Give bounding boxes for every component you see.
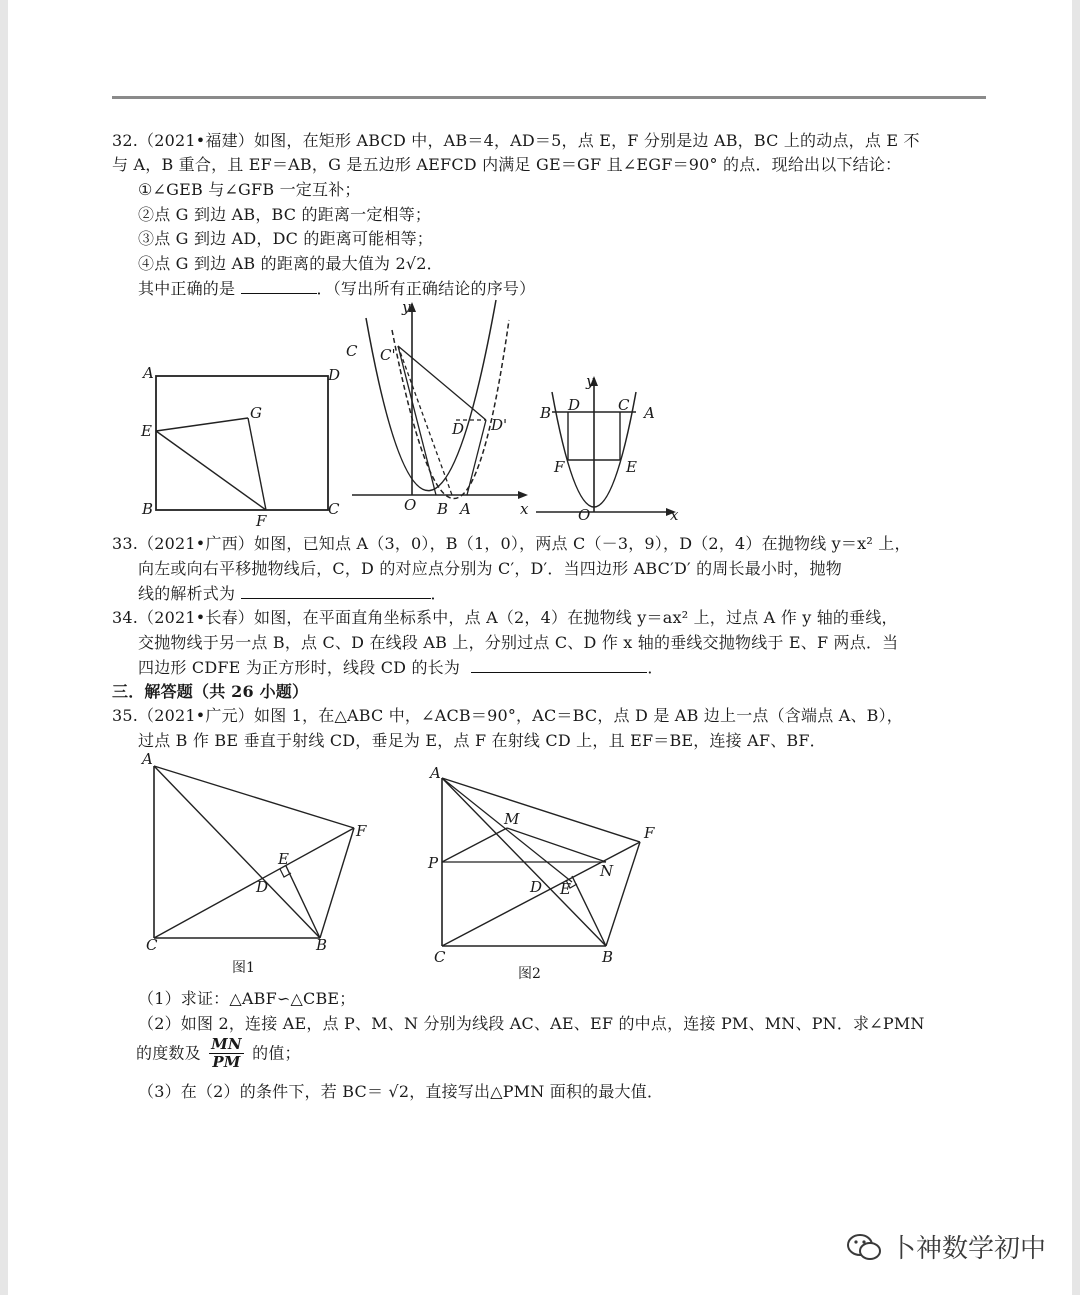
q33-line3-end: ． (430, 584, 447, 603)
q32-answer-blank[interactable] (241, 281, 317, 294)
label-A: A (143, 364, 154, 382)
q34-figure (532, 372, 692, 527)
label-F: F (256, 512, 267, 530)
label-B: B (316, 936, 328, 954)
q35-part2b-pre: 的度数及 (136, 1043, 201, 1063)
q33-line2: 向左或向右平移抛物线后，C，D 的对应点分别为 C′，D′．当四边形 ABC′D′ 的周长最小时，抛物 (138, 559, 842, 578)
q35-figure-2 (420, 766, 670, 986)
figure-2-caption: 图2 (518, 966, 541, 982)
label-C: C (328, 500, 340, 518)
label-G: G (250, 404, 262, 422)
q34-line3-end: ． (647, 658, 664, 677)
label-P: P (428, 854, 439, 872)
label-E: E (626, 458, 637, 476)
label-D: D (328, 366, 341, 384)
label-D: D (530, 878, 543, 896)
watermark-text: 卜神数学初中 (890, 1234, 1047, 1264)
q32-figure (138, 364, 348, 530)
header-rule (112, 96, 986, 99)
q32-conclusion-3: ③点 G 到边 AD，DC 的距离可能相等； (138, 229, 433, 248)
label-D: D (452, 420, 465, 438)
q34-line3-text: 四边形 CDFE 为正方形时，线段 CD 的长为 (138, 658, 461, 677)
q32-question-pre: 其中正确的是 (138, 279, 236, 298)
q35-part3: （3）在（2）的条件下，若 BC＝ √2，直接写出△PMN 面积的最大值． (138, 1082, 664, 1101)
q32-question-post: ．（写出所有正确结论的序号） (316, 279, 536, 298)
label-B: B (540, 404, 552, 422)
q35-part2b (136, 1036, 301, 1071)
label-F: F (356, 822, 367, 840)
mn-over-pm-fraction (209, 1036, 244, 1071)
label-N: N (600, 862, 614, 880)
label-D-prime: D' (491, 416, 508, 434)
section-heading: 三．解答题（共 26 小题） (112, 682, 309, 701)
figure-1-caption: 图1 (232, 960, 255, 976)
label-C: C (618, 396, 630, 414)
fraction-denominator: PM (212, 1053, 241, 1071)
q35-line1: 35.（2021•广元）如图 1，在△ABC 中，∠ACB＝90°，AC＝BC，点 D 是 AB 边上一点（含端点 A、B）， (112, 706, 904, 725)
q34-answer-blank[interactable] (471, 660, 647, 673)
label-B: B (142, 500, 154, 518)
label-x: x (670, 506, 679, 524)
label-E: E (278, 850, 289, 868)
q35-part2: （2）如图 2，连接 AE，点 P、M、N 分别为线段 AC、AE、EF 的中点，连接 PM、MN、PN．求∠PMN (138, 1014, 925, 1033)
watermark (846, 1228, 1046, 1265)
label-D: D (256, 878, 269, 896)
q33-line1: 33.（2021•广西）如图，已知点 A（3，0），B（1，0），两点 C（－3，9），D（2，4）在抛物线 y＝x² 上， (112, 534, 911, 553)
q33-figure (344, 300, 534, 525)
label-F: F (644, 824, 655, 842)
label-E: E (560, 880, 571, 898)
q33-line3-text: 线的解析式为 (138, 584, 236, 603)
q35-figure-1 (134, 752, 384, 980)
q34-line3 (138, 658, 664, 678)
label-x: x (520, 500, 529, 518)
q34-line1: 34.（2021•长春）如图，在平面直角坐标系中，点 A（2，4）在抛物线 y＝ax² 上，过点 A 作 y 轴的垂线， (112, 608, 898, 627)
label-B: B (437, 500, 449, 518)
label-y: y (586, 372, 595, 390)
q35-part1: （1）求证：△ABF∽△CBE； (138, 989, 356, 1008)
fraction-numerator: MN (211, 1035, 242, 1053)
label-M: M (504, 810, 520, 828)
q35-part2b-post: 的值； (252, 1043, 301, 1063)
q32-conclusion-4: ④点 G 到边 AB 的距离的最大值为 2√2． (138, 254, 443, 273)
label-C: C (434, 948, 446, 966)
label-B: B (602, 948, 614, 966)
q33-line3 (138, 584, 447, 604)
label-A: A (430, 764, 441, 782)
label-y: y (402, 298, 411, 316)
wechat-icon (846, 1232, 882, 1262)
label-F: F (554, 458, 565, 476)
label-O: O (404, 496, 417, 514)
q32-question (138, 279, 535, 299)
q32-line2: 与 A，B 重合，且 EF＝AB，G 是五边形 AEFCD 内满足 GE＝GF 且∠EGF＝90° 的点．现给出以下结论： (112, 155, 902, 174)
label-A: A (142, 750, 153, 768)
q32-conclusion-1: ①∠GEB 与∠GFB 一定互补； (138, 180, 361, 199)
label-C-prime: C' (380, 346, 396, 364)
label-A: A (460, 500, 471, 518)
q35-line2: 过点 B 作 BE 垂直于射线 CD，垂足为 E，点 F 在射线 CD 上，且 EF＝BE，连接 AF、BF． (138, 731, 826, 750)
q33-answer-blank[interactable] (241, 586, 431, 599)
label-C: C (146, 936, 158, 954)
label-E: E (141, 422, 152, 440)
label-A: A (644, 404, 655, 422)
q32-conclusion-2: ②点 G 到边 AB，BC 的距离一定相等； (138, 205, 432, 224)
label-D: D (568, 396, 581, 414)
q32-line1: 32.（2021•福建）如图，在矩形 ABCD 中，AB＝4，AD＝5，点 E，F 分别是边 AB，BC 上的动点，点 E 不 (112, 131, 920, 150)
q34-line2: 交抛物线于另一点 B，点 C、D 在线段 AB 上，分别过点 C、D 作 x 轴的垂线交抛物线于 E、F 两点．当 (138, 633, 899, 652)
document-page (8, 0, 1072, 1295)
label-O: O (578, 506, 591, 524)
label-C: C (346, 342, 358, 360)
